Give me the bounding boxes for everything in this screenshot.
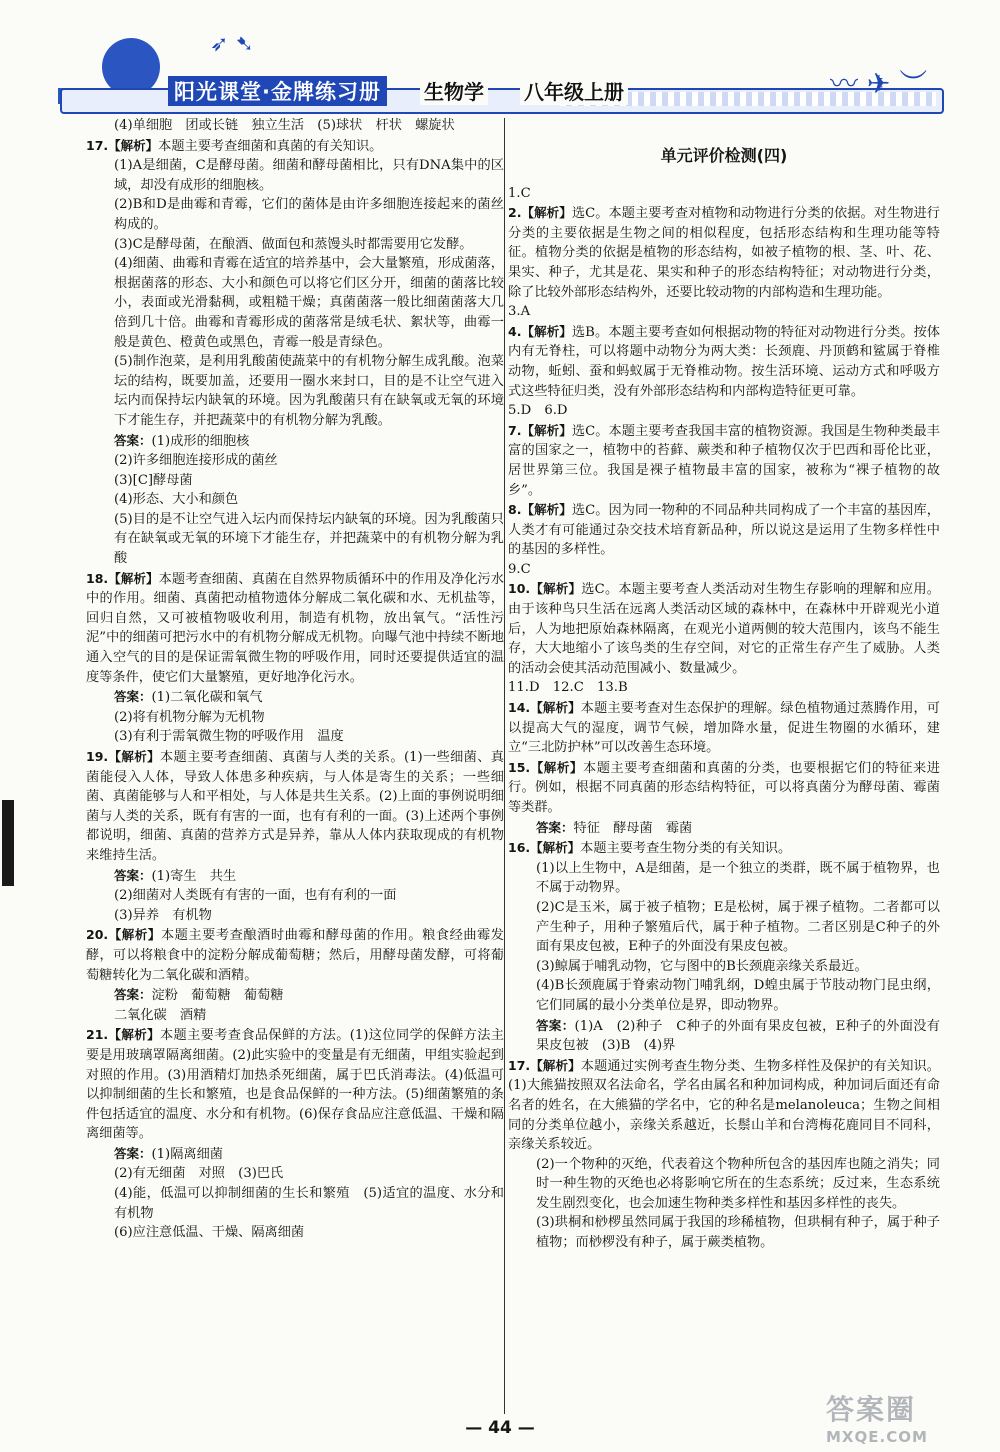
answer-text: 11.D 12.C 13.B [508, 680, 628, 696]
answer-paragraph [86, 727, 504, 747]
watermark-logo [826, 1388, 976, 1448]
answer-paragraph [86, 156, 504, 195]
answer-text: (3)异养 有机物 [114, 907, 212, 923]
answer-text: 选B。本题主要考查如何根据动物的特征对动物进行分类。按体内有无脊柱，可以将题中动物分为两大类：长颈鹿、丹顶鹤和鲨属于脊椎动物，蚯蚓、蚕和蚂蚁属于无脊椎动物。按生活环境、运动方式和呼吸方式这些特征归类，没有外部形态结构和内部构造特征更可靠。 [508, 324, 940, 399]
answer-paragraph [508, 184, 940, 204]
answer-text: 本题主要考查酿酒时曲霉和酵母菌的作用。粮食经曲霉发酵，可以将粮食中的淀粉分解成葡萄糖；然后，用酵母菌发酵，可将葡萄糖转化为二氧化碳和酒精。 [86, 928, 504, 983]
answer-keyword: 答案： [536, 819, 574, 835]
answer-text: (2)有无细菌 对照 (3)巴氏 [114, 1166, 284, 1182]
page-header [40, 18, 940, 110]
answer-text: (3)C是酵母菌，在酿酒、做面包和蒸馒头时都需要用它发酵。 [114, 236, 473, 252]
answer-text: (2)细菌对人类既有有害的一面，也有有利的一面 [114, 888, 397, 904]
answer-paragraph [86, 747, 504, 866]
answer-text: 3.A [508, 304, 531, 320]
grade-label: 八年级上册 [520, 76, 628, 105]
answer-text: (4)B长颈鹿属于脊索动物门哺乳纲，D蝗虫属于节肢动物门昆虫纲，它们同属的最小分类单位是界，即动物界。 [536, 978, 940, 1013]
answer-paragraph [508, 421, 940, 500]
left-answer-column [86, 116, 504, 1243]
answer-paragraph [86, 195, 504, 234]
answer-paragraph [86, 490, 504, 510]
answer-paragraph [508, 401, 940, 421]
answer-paragraph [86, 235, 504, 255]
subject-label: 生物学 [420, 76, 488, 105]
answer-keyword: 8.【解析】 [508, 502, 572, 518]
answer-paragraph [86, 1184, 504, 1223]
answer-keyword: 16.【解析】 [508, 840, 581, 856]
answer-keyword: 7.【解析】 [508, 422, 572, 438]
answer-text: 本题主要考查生物分类的有关知识。 [580, 841, 792, 857]
answer-keyword: 答案： [114, 689, 152, 705]
answer-text: 5.D 6.D [508, 403, 568, 419]
answer-paragraph [86, 136, 504, 157]
margin-mark [2, 800, 14, 886]
answer-text: (3)[C]酵母菌 [114, 472, 193, 488]
answer-text: (3)鲸属于哺乳动物，它与图中的B长颈鹿亲缘关系最近。 [536, 958, 868, 974]
answer-text: (1)寄生 共生 [151, 868, 237, 884]
answer-text: 选C。本题主要考查对植物和动物进行分类的依据。对生物进行分类的主要依据是生物之间的相似程度，包括形态结构和生理功能等特征。植物分类的依据是植物的形态结构，如被子植物的根、茎、叶、花、果实、种子，尤其是花、果实和种子的形态结构特征；对动物进行分类，除了比较外部形态结构外，还要比较动物的内部构造和生理功能。 [508, 206, 940, 300]
answer-text: (1)隔离细菌 [151, 1146, 223, 1162]
answer-text: (2)一个物种的灭绝，代表着这个物种所包含的基因库也随之消失；同时一种生物的灭绝也必将影响它所在的生态系统；反过来，生态系统发生剧烈变化，也会加速生物种类多样性和基因多样性的丧失。 [536, 1156, 940, 1211]
answer-paragraph [86, 510, 504, 569]
answer-text: (4)形态、大小和颜色 [114, 492, 239, 508]
answer-text: 本题考查细菌、真菌在自然界物质循环中的作用及净化污水中的作用。细菌、真菌把动植物遗体分解成二氧化碳和水、无机盐等，回归自然，又可被植物吸收利用，制造有机物，放出氧气。“活性污泥”中的细菌可把污水中的有机物分解成无机物。向曝气池中持续不断地通入空气的目的是保证需氧微生物的呼吸作用，同时还要提供适宜的温度等条件，使它们大量繁殖，更好地净化污水。 [86, 571, 504, 685]
answer-text: (4)单细胞 团或长链 独立生活 (5)球状 杆状 螺旋状 [114, 118, 455, 133]
answer-paragraph [508, 500, 940, 560]
answer-paragraph [508, 1056, 940, 1155]
answer-paragraph [86, 471, 504, 491]
answer-paragraph [86, 1006, 504, 1026]
answer-text: 选C。本题主要考查我国丰富的植物资源。我国是生物种类最丰富的国家之一，植物中的苔藓、蕨类和种子植物仅次于巴西和哥伦比亚，居世界第三位。我国是裸子植物最丰富的国家，被称为“裸子植物的故乡”。 [508, 423, 940, 498]
answer-paragraph [86, 708, 504, 728]
answer-paragraph [86, 569, 504, 688]
page-number: — 44 — [465, 1418, 535, 1438]
watermark-title: 答案圈 [826, 1393, 917, 1426]
answer-paragraph [86, 1025, 504, 1144]
answer-paragraph [508, 1016, 940, 1056]
answer-paragraph [508, 560, 940, 580]
answer-text: (5)制作泡菜，是利用乳酸菌使蔬菜中的有机物分解生成乳酸。泡菜坛的结构，既要加盖，还要用一圈水来封口，目的是不让空气进入坛内而保持坛内缺氧的环境。因为乳酸菌只有在缺氧或无氧的环境下才能生存，并把蔬菜中的有机物分解为乳酸。 [114, 354, 504, 428]
answer-keyword: 10.【解析】 [508, 581, 582, 597]
answer-paragraph [86, 1144, 504, 1165]
answer-paragraph [86, 116, 504, 136]
answer-paragraph [86, 1223, 504, 1243]
right-answer-list [508, 184, 940, 1253]
answer-text: 选C。因为同一物种的不同品种共同构成了一个丰富的基因库，人类才有可能通过杂交技术培育新品种，所以说这是运用了生物多样性中的基因的多样性。 [508, 503, 940, 558]
answer-text: (1)二氧化碳和氧气 [151, 690, 263, 706]
answer-paragraph [508, 758, 940, 818]
answer-keyword: 21.【解析】 [86, 1027, 160, 1043]
answer-text: 特征 酵母菌 霉菌 [573, 820, 693, 836]
answer-paragraph [508, 322, 940, 401]
answer-text: (1)成形的细胞核 [151, 433, 250, 449]
book-series-title: 阳光课堂·金牌练习册 [168, 76, 387, 106]
answer-paragraph [508, 859, 940, 898]
section-title: 单元评价检测(四) [660, 146, 788, 165]
answer-paragraph [508, 203, 940, 302]
answer-keyword: 19.【解析】 [86, 749, 160, 764]
answer-text: 9.C [508, 561, 531, 577]
answer-keyword: 答案： [114, 867, 152, 883]
answer-text: 本题主要考查细菌、真菌与人类的关系。(1)一些细菌、真菌能侵入人体，导致人体患多种疾病，与人体是寄生的关系；一些细菌、真菌能够与人和平相处，与人体是共生关系。(2)上面的事例说明细菌与人类的关系，既有有害的一面，也有有利的一面。(3)上述两个事例都说明，细菌、真菌的营养方式是异养，靠从人体内获取现成的有机物来维持生活。 [86, 750, 504, 863]
answer-text: 选C。本题主要考查人类活动对生物生存影响的理解和应用。由于该种鸟只生活在远离人类活动区域的森林中，在森林中开辟观光小道后，人为地把原始森林隔离，在观光小道两侧的较大范围内，该鸟不能生存，大大地缩小了该鸟类的生存空间，对它的正常生存产生了威胁。人类的活动会使其活动范围减小、数量减少。 [508, 582, 940, 676]
answer-keyword: 17.【解析】 [508, 1057, 581, 1073]
answer-text: (2)许多细胞连接形成的菌丝 [114, 453, 278, 469]
answer-paragraph [86, 451, 504, 471]
answer-paragraph [86, 925, 504, 985]
answer-text: 淀粉 葡萄糖 葡萄糖 [151, 988, 284, 1004]
answer-paragraph [508, 898, 940, 957]
seagulls-icon: 〰 ✈ ︶ [830, 67, 928, 100]
answer-paragraph [86, 254, 504, 352]
answer-paragraph [86, 352, 504, 430]
answer-paragraph [508, 1155, 940, 1214]
answer-text: (1)A (2)种子 C种子的外面有果皮包被，E种子的外面没有果皮包被 (3)B (4)界 [536, 1018, 940, 1054]
answer-keyword: 答案： [114, 1145, 152, 1161]
answer-text: 本题主要考查细菌和真菌的有关知识。 [158, 138, 383, 154]
answer-paragraph [86, 687, 504, 708]
answer-paragraph [508, 838, 940, 859]
answer-keyword: 答案： [114, 432, 152, 448]
answer-paragraph [86, 1164, 504, 1184]
right-answer-column [508, 116, 940, 1253]
answer-paragraph [508, 678, 940, 698]
answer-paragraph [508, 976, 940, 1015]
answer-text: (3)珙桐和桫椤虽然同属于我国的珍稀植物，但珙桐有种子，属于种子植物；而桫椤没有种子，属于蕨类植物。 [536, 1215, 940, 1251]
answer-text: (2)将有机物分解为无机物 [114, 709, 265, 725]
answer-keyword: 20.【解析】 [86, 927, 161, 943]
answer-keyword: 18.【解析】 [86, 570, 159, 586]
answer-keyword: 4.【解析】 [508, 323, 572, 339]
column-divider [504, 118, 505, 1414]
answer-text: (1)以上生物中，A是细菌，是一个独立的类群，既不属于植物界，也不属于动物界。 [536, 860, 940, 896]
answer-paragraph [86, 985, 504, 1006]
answer-text: (4)细菌、曲霉和青霉在适宜的培养基中，会大量繁殖，形成菌落，根据菌落的形态、大小和颜色可以将它们区分开，细菌的菌落比较小，表面或光滑黏稠，或粗糙干燥；真菌菌落一般比细菌菌落大几倍到几十倍。曲霉和青霉形成的菌落常是绒毛状、絮状等，曲霉一般是黄色、橙黄色或黑色，青霉一般是青绿色。 [114, 256, 504, 350]
answer-keyword: 17.【解析】 [86, 137, 159, 153]
answer-keyword: 14.【解析】 [508, 700, 581, 716]
answer-paragraph [86, 431, 504, 452]
answer-paragraph [508, 957, 940, 977]
answer-keyword: 答案： [536, 1017, 575, 1033]
answer-paragraph [86, 866, 504, 887]
answer-paragraph [86, 906, 504, 926]
answer-text: 1.C [508, 185, 531, 201]
answer-paragraph [508, 579, 940, 678]
answer-text: 本题主要考查食品保鲜的方法。(1)这位同学的保鲜方法主要是用玻璃罩隔离细菌。(2)此实验中的变量是有无细菌，甲组实验起到对照的作用。(3)用酒精灯加热杀死细菌，属于巴氏消毒法。(4)低温可以抑制细菌的生长和繁殖，也是食品保鲜的一种方法。(5)细菌繁殖的条件包括适宜的温度、水分和有机物。(6)保存食品应注意低温、干燥和隔离细菌等。 [86, 1028, 504, 1142]
answer-paragraph [86, 886, 504, 906]
answer-keyword: 15.【解析】 [508, 759, 583, 775]
answer-text: 本题主要考查对生态保护的理解。绿色植物通过蒸腾作用，可以提高大气的湿度，调节气候，增加降水量，促进生物圈的水循环，建立“三北防护林”可以改善生态环境。 [508, 701, 940, 756]
answer-paragraph [508, 1213, 940, 1252]
answer-text: 本题通过实例考查生物分类、生物多样性及保护的有关知识。(1)大熊猫按照双名法命名，学名由属名和种加词构成，种加词后面还有命名者的姓名，在大熊猫的学名中，它的种名是melanoleuca；生物之间相同的分类单位越小，亲缘关系越近，长鬃山羊和台湾梅花鹿同目不同科，亲缘关系较近。 [508, 1058, 940, 1153]
answer-paragraph [508, 302, 940, 322]
answer-text: (2)C是玉米，属于被子植物；E是松树，属于裸子植物。二者都可以产生种子，用种子繁殖后代，属于种子植物。二者区别是C种子的外面有果皮包被，E种子的外面没有果皮包被。 [536, 899, 940, 955]
answer-keyword: 2.【解析】 [508, 205, 572, 221]
answer-text: (4)能，低温可以抑制细菌的生长和繁殖 (5)适宜的温度、水分和有机物 [114, 1186, 504, 1221]
answer-paragraph [508, 698, 940, 758]
answer-text: 本题主要考查细菌和真菌的分类，也要根据它们的特征来进行。例如，根据不同真菌的形态结构特征，可以将真菌分为酵母菌、霉菌等类群。 [508, 760, 940, 815]
answer-text: (6)应注意低温、干燥、隔离细菌 [114, 1225, 305, 1241]
answer-text: (5)目的是不让空气进入坛内而保持坛内缺氧的环境。因为乳酸菌只有在缺氧或无氧的环境下才能生存，并把蔬菜中的有机物分解为乳酸 [114, 511, 504, 567]
birds-icon: ➶ ➷ [210, 32, 254, 57]
answer-keyword: 答案： [114, 987, 152, 1003]
answer-paragraph [508, 818, 940, 839]
answer-text: 二氧化碳 酒精 [114, 1007, 207, 1023]
answer-text: (3)有利于需氧微生物的呼吸作用 温度 [114, 729, 344, 745]
watermark-url: MXQE.COM [826, 1428, 928, 1446]
answer-text: (2)B和D是曲霉和青霉，它们的菌体是由许多细胞连接起来的菌丝构成的。 [114, 197, 504, 232]
answer-text: (1)A是细菌，C是酵母菌。细菌和酵母菌相比，只有DNA集中的区域，却没有成形的细胞核。 [114, 158, 504, 193]
